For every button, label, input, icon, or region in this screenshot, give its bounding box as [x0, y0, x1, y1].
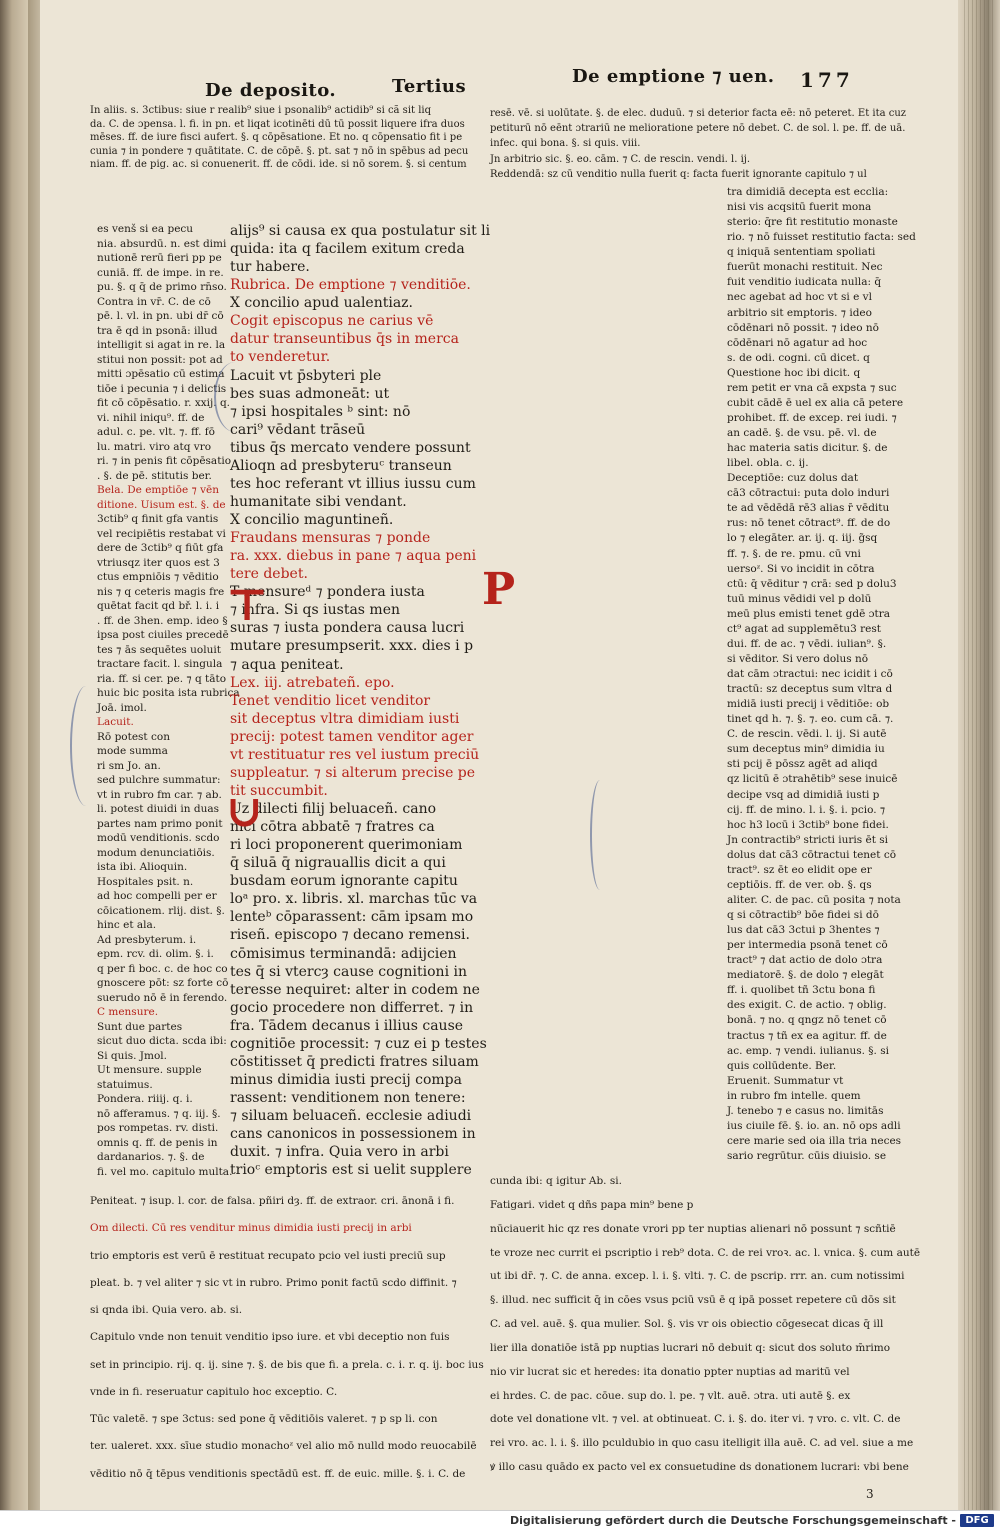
left-gloss-line: ditione. Uisum est. §. de	[97, 498, 226, 511]
right-gloss-line: Eruenit. Summatur vt	[727, 1074, 844, 1087]
right-gloss-line: tract⁹ ⁊ dat actio de dolo ɔtra	[727, 954, 883, 967]
right-gloss-line: ff. i. quolibet tñ 3ctu bona fi	[727, 984, 876, 997]
header-left: De deposito.	[205, 80, 337, 101]
bottom-gloss-left-line: ter. ualeret. xxx. sīue studio monachoᶻ vel alio mō nulld modo reuocabilē	[90, 1440, 477, 1453]
right-gloss-line: decipe vsq ad dimidiā iusti p	[727, 788, 880, 801]
footer-bar	[0, 1510, 1000, 1530]
left-gloss-line: q per fi boc. c. de hoc co	[97, 962, 228, 975]
left-gloss-line: intelligit si agat in re. la	[97, 339, 226, 351]
left-gloss-line: stitui non possit: pot ad	[97, 353, 223, 366]
bottom-gloss-right-line: C. ad vel. auē. §. qua mulier. Sol. §. vis vr ois obiectio cōgesecat dicas q̄ ill	[490, 1318, 884, 1331]
top-gloss-right-line: Jn arbitrio sic. §. eo. cām. ⁊ C. de rescin. vendi. l. ij.	[490, 153, 751, 165]
right-gloss-line: nec agebat ad hoc vt si e vl	[727, 291, 872, 304]
center-text-line: Tenet venditio licet venditor	[230, 692, 431, 709]
right-gloss-line: rus: nō tenet cōtract⁹. ff. de do	[727, 517, 891, 530]
stacked-page-edges	[964, 0, 994, 1510]
left-gloss-line: . §. de pē. stitutis ber.	[97, 469, 212, 482]
center-text-line: Uz dilecti filij beluaceñ. cano	[230, 801, 437, 817]
bottom-gloss-right-line: te vroze nec currit ei pscriptio i reb⁹ dota. C. de rei vroꝛ. ac. l. vnica. §. cum autē	[490, 1246, 921, 1259]
right-gloss-line: ius ciuile fē. §. io. an. nō ops adli	[727, 1119, 901, 1132]
ink-stroke-3	[590, 780, 610, 890]
top-gloss-right-line: petiturū nō eēnt ɔtrariū ne melioratione petere nō debet. C. de sol. l. pe. ff. de uā.	[490, 123, 906, 135]
center-text-column	[230, 222, 491, 1180]
right-gloss-line: in rubro fm intelle. quem	[727, 1089, 861, 1102]
left-gloss-line: Lacuit.	[97, 716, 134, 728]
right-gloss-line: tractū: sz deceptus sum vltra d	[727, 683, 893, 696]
center-text-line: to venderetur.	[230, 349, 331, 366]
left-gloss-line: dere de 3ctib⁹ q fiūt gfa	[97, 542, 224, 554]
left-gloss-line: partes nam primo ponit	[97, 817, 223, 830]
right-gloss-line: cōdēnari nō possit. ⁊ ideo nō	[727, 321, 879, 334]
right-gloss-line: cā3 cōtractui: puta dolo induri	[727, 487, 890, 500]
right-gloss-line: cōdēnari nō agatur ad hoc	[727, 336, 868, 349]
left-gloss-line: fit cō cōpēsatio. r. xxij. q.	[97, 397, 231, 409]
bottom-gloss-left-line: Om dilecti. Cū res venditur minus dimidia iusti precij in arbi	[90, 1222, 412, 1235]
center-text-line: busdam eorum ignorante capitu	[230, 873, 458, 890]
bottom-gloss-right-line: §. illud. nec sufficit q̄ in cōes vsus pciū vsū ē q ipā posset repetere cū dōs sit	[490, 1294, 896, 1307]
top-gloss-right-line: Reddendā: sz cū venditio nulla fuerit q: facta fuerit ignorante capitulo ⁊ ul	[490, 168, 867, 180]
right-gloss-line: tuū minus vēdidi vel p dolū	[727, 592, 872, 605]
top-gloss-left-line: mēses. ff. de iure fisci aufert. §. q cōpēsatione. Et no. q cōpensatio fit i pe	[90, 132, 463, 144]
center-text-line: ⁊ aqua peniteat.	[230, 656, 344, 673]
left-gloss-line: nō afferamus. ⁊ q. iij. §.	[97, 1107, 221, 1120]
center-text-line: tere debet.	[230, 566, 308, 583]
left-gloss-line: Joā. imol.	[97, 701, 147, 714]
center-text-line: Rubrica. De emptione ⁊ venditiōe.	[230, 277, 471, 294]
bottom-gloss-left	[90, 1188, 484, 1488]
right-gloss-line: hoc h3 locū i 3ctib⁹ bone fidei.	[727, 818, 889, 831]
left-gloss-line: huic bic posita ista rubrica	[97, 687, 240, 699]
right-gloss-line: uersoᶻ. Si vo incidit in cōtra	[727, 562, 875, 575]
left-gloss-line: tes ⁊ ās sequētes uoluit	[97, 643, 221, 656]
bottom-gloss-left-line: pleat. b. ⁊ vel aliter ⁊ sic vt in rubro. Primo ponit factū scdo diffinit. ⁊	[90, 1276, 457, 1289]
left-gloss-line: sicut duo dicta. scda ibi:	[97, 1035, 227, 1047]
right-gloss-line: Jn contractib⁹ stricti iuris ēt si	[727, 833, 889, 846]
right-gloss-line: rem petit er vna cā expsta ⁊ suc	[727, 381, 897, 394]
right-gloss-line: fuerūt monachi restituit. Nec	[727, 261, 883, 274]
dfg-logo: DFG	[960, 1514, 994, 1527]
right-gloss-line: lo ⁊ elegāter. ar. ij. q. iij. g̃sq	[727, 532, 878, 545]
right-gloss-line: cij. ff. de mino. l. i. §. i. pcio. ⁊	[727, 803, 886, 816]
bottom-gloss-right-line: ei hrdes. C. de pac. cōue. sup do. l. pe. ⁊ vlt. auē. ɔtra. uti autē §. ex	[490, 1389, 851, 1402]
right-gloss-line: dat cām ɔtractui: nec icidit i cō	[727, 668, 893, 680]
left-gloss-column	[97, 222, 240, 1180]
left-gloss-line: tractare facit. l. singula	[97, 658, 223, 670]
left-gloss-line: Ut mensure. supple	[97, 1064, 202, 1076]
red-initial-mensure: ⊤	[226, 580, 269, 631]
left-gloss-line: lu. matri. viro atq vro	[97, 440, 212, 453]
right-gloss-column	[727, 185, 917, 1165]
left-gloss-line: Bela. De emptiōe ⁊ vēn	[97, 484, 220, 496]
left-gloss-line: Sunt due partes	[97, 1020, 183, 1033]
left-gloss-line: Ad presbyterum. i.	[97, 933, 197, 946]
top-gloss-left-line: da. C. de ɔpensa. l. fi. in pn. et liqat icotinēti dū tū possit liquere ifra duos	[90, 118, 465, 130]
ink-stroke-2	[70, 686, 102, 806]
center-text-line: alijs⁹ si causa ex qua postulatur sit li	[230, 223, 491, 239]
center-text-line: T mensureᵈ ⁊ pondera iusta	[230, 584, 425, 601]
right-gloss-line: libel. obla. c. ij.	[727, 457, 809, 470]
right-gloss-line: J. tenebo ⁊ e casus no. limitās	[727, 1104, 884, 1117]
right-gloss-line: q si cōtractib⁹ bōe fidei si dō	[727, 909, 879, 921]
red-initial-dilecti: ∪	[226, 786, 263, 837]
left-gloss-line: modum denunciatiōis.	[97, 846, 215, 859]
left-gloss-line: ad hoc compelli per er	[97, 890, 217, 902]
center-text-line: lenteᵇ cōparassent: cām ipsam mo	[230, 909, 474, 926]
left-gloss-line: dardanarios. ⁊. §. de	[97, 1151, 205, 1163]
left-gloss-line: cuniā. ff. de impe. in re.	[97, 266, 224, 279]
middle-text-column	[484, 222, 714, 1167]
right-gloss-line: sti pcij ē pōssz agēt ad aliqd	[727, 758, 878, 771]
right-gloss-line: cubit cādē ē uel ex alia cā petere	[727, 396, 904, 409]
center-text-line: cōstitisset q̄ predicti fratres siluam	[230, 1053, 479, 1070]
bottom-gloss-right-line: ut ibi dr̄. ⁊. C. de anna. excep. l. i. §. vlti. ⁊. C. de pscrip. rrr. an. cum notissimi	[490, 1270, 905, 1283]
right-gloss-line: tract⁹. sz ēt eo elidit ope er	[727, 863, 872, 876]
right-gloss-line: tinet qd h. ⁊. §. ⁊. eo. cum cā. ⁊.	[727, 713, 894, 726]
bottom-gloss-left-line: Capitulo vnde non tenuit venditio ipso iure. et vbi deceptio non fuis	[90, 1331, 450, 1344]
left-gloss-line: C mensure.	[97, 1006, 159, 1018]
folio-number: 177	[800, 68, 854, 92]
center-text-line: tes q̄ si vtercȝ cause cognitioni in	[230, 963, 467, 980]
bottom-gloss-left-line: trio emptoris est verū ē restituat recupato pcio vel iusti preciū sup	[90, 1249, 446, 1262]
left-gloss-line: ista ibi. Alioquin.	[97, 861, 188, 873]
center-text-line: q̄ siluā q̄ nigrauallis dicit a qui	[230, 855, 446, 872]
center-text-line: suras ⁊ iusta pondera causa lucri	[230, 620, 465, 637]
center-text-line: duxit. ⁊ infra. Quia vero in arbi	[230, 1144, 449, 1161]
center-text-line: ⁊ infra. Si qs iustas men	[230, 602, 401, 619]
bottom-gloss-left-line: vēditio nō q̄ tēpus venditionis spectādū est. ff. de euic. mille. §. i. C. de	[90, 1467, 466, 1480]
center-text-line: tes hoc referant vt illius iussu cum	[230, 475, 476, 492]
right-gloss-line: ff. ⁊. §. de re. pmu. cū vni	[727, 547, 861, 560]
center-text-line: gocio procedere non differret. ⁊ in	[230, 999, 474, 1016]
right-gloss-line: Questione hoc ibi dicit. q	[727, 366, 861, 379]
left-gloss-line: vt in rubro fm car. ⁊ ab.	[97, 788, 222, 801]
left-gloss-line: tra ē qd in psonā: illud	[97, 324, 218, 337]
bottom-gloss-right-line: nio vir lucrat sic et heredes: ita donatio ppter nuptias ad maritū vel	[490, 1365, 850, 1378]
center-text-line: nici cōtra abbatē ⁊ fratres ca	[230, 819, 435, 836]
top-gloss-right-line: infec. qui bona. §. si quis. viii.	[490, 138, 641, 150]
center-text-line: cōmisimus terminandā: adijcien	[230, 945, 457, 962]
bottom-gloss-right-line: ꝟ illo casu quādo ex pacto vel ex consuetudine ds donationem lucrari: vbi bene	[490, 1461, 909, 1474]
right-gloss-line: dolus dat cā3 cōtractui tenet cō	[727, 848, 897, 861]
center-text-line: datur transeuntibus q̄s in merca	[230, 331, 459, 348]
center-text-line: rassent: venditionem non tenere:	[230, 1090, 466, 1106]
right-gloss-line: C. de rescin. vēdi. l. ij. Si autē	[727, 728, 887, 741]
header-center: Tertius	[392, 76, 467, 97]
funding-credit: Digitalisierung gefördert durch die Deutsche Forschungsgemeinschaft -	[509, 1514, 956, 1527]
center-text-line: sit deceptus vltra dimidiam iusti	[230, 710, 460, 727]
right-gloss-line: hac materia satis dicitur. §. de	[727, 442, 888, 455]
center-text-line: vt restituatur res vel iustum preciū	[230, 746, 480, 763]
bottom-gloss-right-line: lier illa donatiōe istā pp nuptias lucrari nō debuit q: sicut dos soluto m̄rimo	[490, 1341, 891, 1354]
bottom-gloss-right-line: rei vro. ac. l. i. §. illo pculdubio in quo casu itelligit illa auē. C. ad vel. siue a me	[490, 1437, 914, 1450]
bottom-gloss-left-line: Peniteat. ⁊ isup. l. cor. de falsa. pñiri dȝ. ff. de extraor. cri. ānonā i fi.	[90, 1195, 455, 1207]
signature-mark: 3	[866, 1487, 874, 1501]
left-gloss-line: nis ⁊ q ceteris magis fre	[97, 585, 225, 598]
left-gloss-line: Si quis. Jmol.	[97, 1049, 167, 1062]
right-gloss-line: ceptiōis. ff. de ver. ob. §. qs	[727, 878, 872, 891]
left-gloss-line: suerudo nō ē in ferendo.	[97, 991, 228, 1004]
ink-stroke-1	[214, 362, 256, 432]
left-gloss-line: ctus empniōis ⁊ vēditio	[97, 571, 219, 583]
left-gloss-line: vel recipiētis restabat vi	[97, 527, 226, 540]
center-text-line: Lacuit vt p̄sbyteri ple	[230, 367, 382, 384]
center-text-line: Lex. iij. atrebateñ. epo.	[230, 674, 395, 691]
left-gloss-line: modū venditionis. scdo	[97, 832, 220, 844]
bottom-gloss-left-line: Tūc valetē. ⁊ spe 3ctus: sed pone q̄ vēditiōis valeret. ⁊ p sp li. con	[90, 1413, 438, 1426]
left-gloss-line: quētat facit qd bř. l. i. i	[97, 600, 220, 612]
center-text-line: Alioqn ad presbyteruᶜ transeun	[230, 457, 452, 474]
top-gloss-right-line: resē. vē. si uolūtate. §. de elec. duduū. ⁊ si deterior facta eē: nō peteret. Et ita cuz	[490, 108, 907, 119]
center-text-line: humanitate sibi vendant.	[230, 493, 407, 510]
right-gloss-line: ct⁹ agat ad supplemētu3 rest	[727, 622, 881, 635]
right-gloss-line: des exigit. C. de actio. ⁊ oblig.	[727, 999, 887, 1012]
left-gloss-line: vtriusqz iter quos est 3	[97, 556, 220, 569]
left-gloss-line: gnoscere pōt: sz forte cō	[97, 977, 229, 989]
right-gloss-line: Deceptiōe: cuz dolus dat	[727, 472, 859, 485]
left-gloss-line: pos rompetas. rv. disti.	[97, 1122, 219, 1134]
center-text-line: Fraudans mensuras ⁊ ponde	[230, 530, 431, 547]
left-gloss-line: . ff. de 3hen. emp. ideo §	[97, 614, 228, 627]
bottom-gloss-right-line: cunda ibi: q igitur Ab. si.	[490, 1175, 622, 1187]
right-gloss-line: dui. ff. de ac. ⁊ vēdi. iulian⁹. §.	[727, 637, 887, 650]
left-gloss-line: fi. vel mo. capitulo multa.	[97, 1165, 233, 1178]
right-gloss-line: arbitrio sit emptoris. ⁊ ideo	[727, 306, 872, 319]
center-text-line: cari⁹ vēdant trāseū	[230, 421, 366, 438]
center-text-line: fra. Tādem decanus i illius cause	[230, 1017, 464, 1034]
left-gloss-line: vi. nihil iniqu⁹. ff. de	[97, 411, 205, 424]
right-gloss-line: an cadē. §. de vsu. pē. vl. de	[727, 427, 877, 439]
right-gloss-line: tractus ⁊ tñ ex ea agitur. ff. de	[727, 1029, 887, 1042]
left-gloss-line: Pondera. riiij. q. i.	[97, 1093, 193, 1105]
left-gloss-line: cōicationem. rlij. dist. §.	[97, 904, 225, 917]
left-gloss-line: adul. c. pe. vlt. ⁊. ff. fō	[97, 426, 215, 438]
center-text-line: cans canonicos in possessionem in	[230, 1126, 476, 1143]
left-gloss-line: 3ctib⁹ q finit gfa vantis	[97, 513, 219, 525]
right-gloss-line: mediatorē. §. de dolo ⁊ elegāt	[727, 969, 884, 982]
right-gloss-line: qz licitū ē ɔtrahētib⁹ sese inuicē	[727, 773, 898, 786]
left-gloss-line: statuimus.	[97, 1078, 153, 1091]
right-gloss-line: sario regrūtur. cūis diuisio. se	[727, 1150, 887, 1162]
center-text-line: tit succumbit.	[230, 782, 328, 799]
bottom-gloss-right-line: dote vel donatione vlt. ⁊ vel. at obtinueat. C. i. §. do. iter vi. ⁊ vro. c. vlt. C. de	[490, 1413, 901, 1426]
bottom-gloss-left-line: si qnda ibi. Quia vero. ab. si.	[90, 1304, 243, 1317]
left-gloss-line: nia. absurdū. n. est dimi	[97, 237, 227, 250]
right-gloss-line: prohibet. ff. de excep. rei iudi. ⁊	[727, 411, 897, 424]
center-text-line: loᵃ pro. x. libris. xl. marchas tūc va	[230, 891, 478, 908]
right-gloss-line: per intermedia psonā tenet cō	[727, 939, 888, 952]
right-gloss-line: ctū: q̄ vēditur ⁊ crā: sed p dolu3	[727, 577, 897, 590]
center-text-line: mutare presumpserit. xxx. dies i p	[230, 638, 474, 655]
right-gloss-line: ac. emp. ⁊ vendi. iulianus. §. si	[727, 1044, 889, 1057]
left-gloss-line: sed pulchre summatur:	[97, 774, 221, 786]
left-gloss-line: tiōe i pecunia ⁊ i delictis	[97, 382, 227, 395]
right-gloss-line: sum deceptus min⁹ dimidia iu	[727, 743, 885, 756]
left-page-edge	[0, 0, 30, 1510]
left-gloss-line: ipsa post ciuiles precedē	[97, 629, 229, 641]
right-gloss-line: si vēditor. Si vero dolus nō	[727, 652, 869, 665]
bottom-gloss-right-line: nūciauerit hic qz res donate vrori pp ter nuptias alienari nō possunt ⁊ scñtiē	[490, 1222, 896, 1235]
left-gloss-line: pu. §. q q̄ de primo rn̄so.	[97, 281, 227, 293]
right-gloss-line: nisi vis acqsitū fuerit mona	[727, 201, 872, 214]
center-text-line: precij: potest tamen venditor ager	[230, 728, 474, 745]
right-gloss-line: cere marie sed oia illa tria neces	[727, 1134, 902, 1147]
center-text-line: ⁊ siluam beluaceñ. ecclesie adiudi	[230, 1108, 472, 1125]
right-gloss-line: aliter. C. de pac. cū posita ⁊ nota	[727, 893, 901, 906]
center-text-line: ri loci proponerent querimoniam	[230, 837, 463, 854]
right-gloss-line: s. de odi. cogni. cū dicet. q	[727, 351, 870, 364]
bottom-gloss-right	[490, 1170, 921, 1480]
left-gloss-line: Rō potest con	[97, 730, 170, 743]
top-gloss-left-line: In aliis. s. 3ctibus: siue r realib⁹ siue i psonalib⁹ actidib⁹ si cã sit liq	[90, 105, 432, 116]
center-text-line: Cogit episcopus ne carius vē	[230, 313, 434, 330]
center-text-line: tur habere.	[230, 259, 310, 276]
left-gloss-line: es venš si ea pecu	[97, 223, 194, 235]
right-gloss-line: sterio: q̄re fit restitutio monaste	[727, 216, 898, 229]
left-gloss-line: mitti ɔpēsatio cū estima	[97, 368, 225, 380]
right-gloss-line: quis collūdente. Ber.	[727, 1059, 837, 1072]
right-gloss-line: bonā. ⁊ no. q qngz nō tenet cō	[727, 1014, 887, 1027]
left-gloss-line: omnis q. ff. de penis in	[97, 1136, 218, 1149]
center-text-line: suppleatur. ⁊ si alterum precise pe	[230, 764, 476, 781]
left-gloss-line: ri. ⁊ in penis fit cōpēsatio	[97, 455, 232, 467]
right-gloss-line: midiā iusti precij i vēditiōe: ob	[727, 698, 890, 711]
red-initial-peruenit: P	[482, 564, 516, 615]
left-gloss-line: Hospitales psit. n.	[97, 875, 194, 888]
left-gloss-line: ri sm Jo. an.	[97, 759, 161, 772]
center-text-line: X concilio apud ualentiaz.	[230, 295, 414, 312]
bottom-gloss-left-line: set in principio. rij. q. ij. sine ⁊. §. de bis que fi. a prela. c. i. r. q. ij. boc ius	[90, 1358, 484, 1371]
left-gloss-line: li. potest diuidi in duas	[97, 803, 220, 815]
left-gloss-line: epm. rcv. di. olim. §. i.	[97, 948, 214, 960]
top-gloss-left-line: niam. ff. de pig. ac. si conuenerit. ff. de cōdi. ide. si nō sorem. §. si centum	[90, 159, 467, 171]
right-gloss-line: lus dat cā3 3ctui p 3hentes ⁊	[727, 924, 880, 937]
center-text-line: riseñ. episcopo ⁊ decano remensi.	[230, 927, 470, 944]
center-text-line: ra. xxx. diebus in pane ⁊ aqua peni	[230, 548, 477, 565]
top-gloss-right	[490, 106, 910, 182]
bottom-gloss-left-line: vnde in fi. reseruatur capitulo hoc exceptio. C.	[90, 1385, 338, 1398]
center-text-line: X concilio maguntineñ.	[230, 512, 394, 528]
left-gloss-line: hinc et ala.	[97, 919, 157, 931]
left-gloss-line: mode summa	[97, 745, 168, 757]
center-text-line: teresse nequiret: alter in codem ne	[230, 981, 480, 998]
top-gloss-left	[90, 104, 485, 172]
left-gloss-line: nutionē rerū fieri pp pe	[97, 252, 222, 264]
center-text-line: trioᶜ emptoris est si uelit supplere	[230, 1162, 472, 1179]
left-gloss-line: ria. ff. si cer. pe. ⁊ q tāto	[97, 672, 227, 685]
left-gloss-line: pē. l. vl. in pn. ubi dr̄ cō	[97, 310, 224, 322]
header-right: De emptione ⁊ uen.	[572, 66, 775, 87]
right-gloss-line: tra dimidiā decepta est ecclia:	[727, 186, 889, 198]
center-text-line: ⁊ ipsi hospitales ᵇ sint: nō	[230, 403, 411, 420]
top-gloss-left-line: cunia ⁊ in pondere ⁊ quātitate. C. de cōpē. §. pt. sat ⁊ nō in spēbus ad pecu	[90, 145, 469, 157]
right-gloss-line: rio. ⁊ nō fuisset restitutio facta: sed	[727, 231, 916, 244]
center-text-line: bes suas admoneāt: ut	[230, 385, 390, 402]
right-gloss-line: te ad vēdēdā rē3 alias r̄ vēditu	[727, 502, 890, 515]
center-text-line: quida: ita q facilem exitum creda	[230, 241, 465, 258]
bottom-gloss-right-line: Fatigari. videt q dñs papa min⁹ bene p	[490, 1198, 694, 1211]
center-text-line: cognitiōe processit: ⁊ cuz ei p testes	[230, 1035, 487, 1052]
left-gloss-line: Contra in vr̄. C. de cō	[97, 295, 211, 308]
center-text-line: minus dimidia iusti precij compa	[230, 1071, 462, 1088]
right-gloss-line: fuit venditio iudicata nulla: q̄	[727, 276, 882, 289]
center-text-line: tibus q̄s mercato vendere possunt	[230, 439, 471, 456]
right-gloss-line: meū plus emisti tenet gdē ɔtra	[727, 607, 891, 620]
right-gloss-line: q iniquā sententiam spoliati	[727, 246, 876, 259]
